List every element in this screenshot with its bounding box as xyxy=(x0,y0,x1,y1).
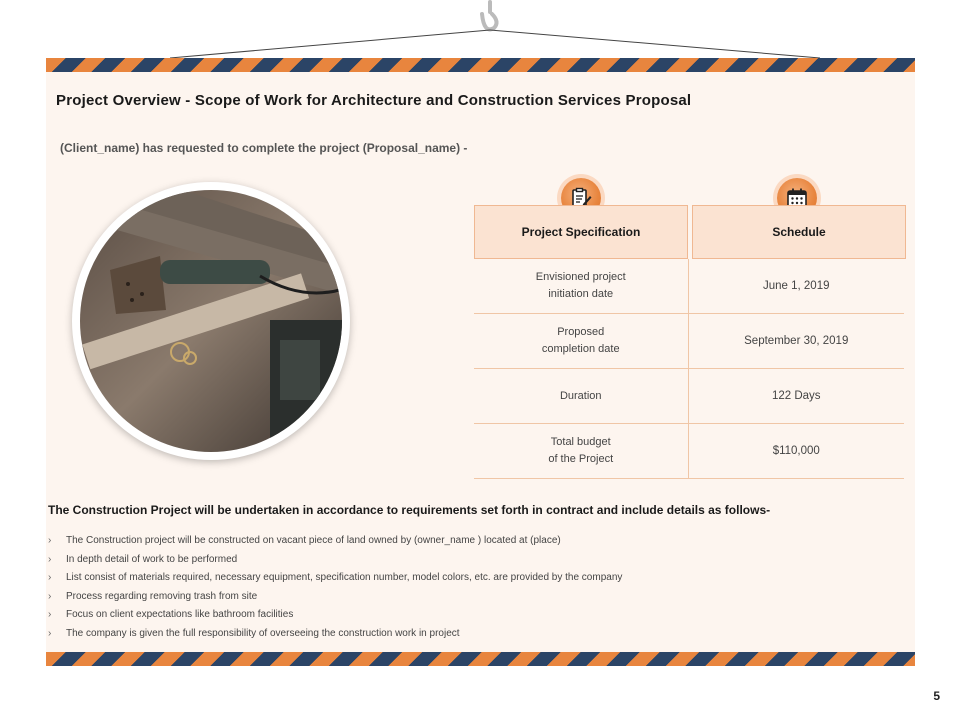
hazard-stripe-bottom xyxy=(46,652,915,666)
chevron-right-icon: › xyxy=(48,609,52,621)
details-list xyxy=(48,532,622,644)
row-label: Duration xyxy=(474,369,689,423)
list-item: › Process regarding removing trash from site xyxy=(48,588,622,607)
row-value: $110,000 xyxy=(772,444,820,457)
table-row xyxy=(474,259,904,314)
table-row xyxy=(474,314,904,369)
chevron-right-icon: › xyxy=(48,572,52,584)
row-value: 122 Days xyxy=(771,389,821,402)
row-value: September 30, 2019 xyxy=(744,334,849,347)
list-item: › The company is given the full responsibility of overseeing the construction work in project xyxy=(48,625,622,644)
list-item: › List consist of materials required, necessary equipment, specification number, model colors, etc. are provided by the company xyxy=(48,569,622,588)
hazard-stripe-top xyxy=(46,58,915,72)
chevron-right-icon: › xyxy=(48,535,52,546)
page-title: Project Overview - Scope of Work for Architecture and Construction Services Proposal xyxy=(56,92,692,109)
table-row xyxy=(474,424,904,479)
column-header-project-specification: Project Specification xyxy=(474,205,688,259)
construction-photo xyxy=(72,182,350,460)
chevron-right-icon: › xyxy=(48,627,52,639)
list-item: › Focus on client expectations like bathroom facilities xyxy=(48,606,622,625)
row-label: Proposed completion date xyxy=(474,314,689,368)
chevron-right-icon: › xyxy=(48,553,52,565)
details-heading: The Construction Project will be undertaken in accordance to requirements set forth in contract and include details as follows- xyxy=(48,503,771,517)
row-label: Total budget of the Project xyxy=(474,424,689,478)
page-subtitle: (Client_name) has requested to complete the project (Proposal_name) - xyxy=(60,141,468,155)
chevron-right-icon: › xyxy=(48,590,52,602)
list-item: › In depth detail of work to be performed xyxy=(48,551,622,570)
construction-photo-image xyxy=(80,190,342,452)
page-number: 5 xyxy=(933,689,940,703)
row-value: June 1, 2019 xyxy=(762,279,830,292)
column-header-schedule: Schedule xyxy=(692,205,906,259)
list-item: › The Construction project will be constructed on vacant piece of land owned by (owner_name ) located at (place) xyxy=(48,532,622,551)
slide-board xyxy=(46,58,915,666)
table-body xyxy=(474,259,904,479)
row-label: Envisioned project initiation date xyxy=(474,259,689,313)
table-row xyxy=(474,369,904,424)
